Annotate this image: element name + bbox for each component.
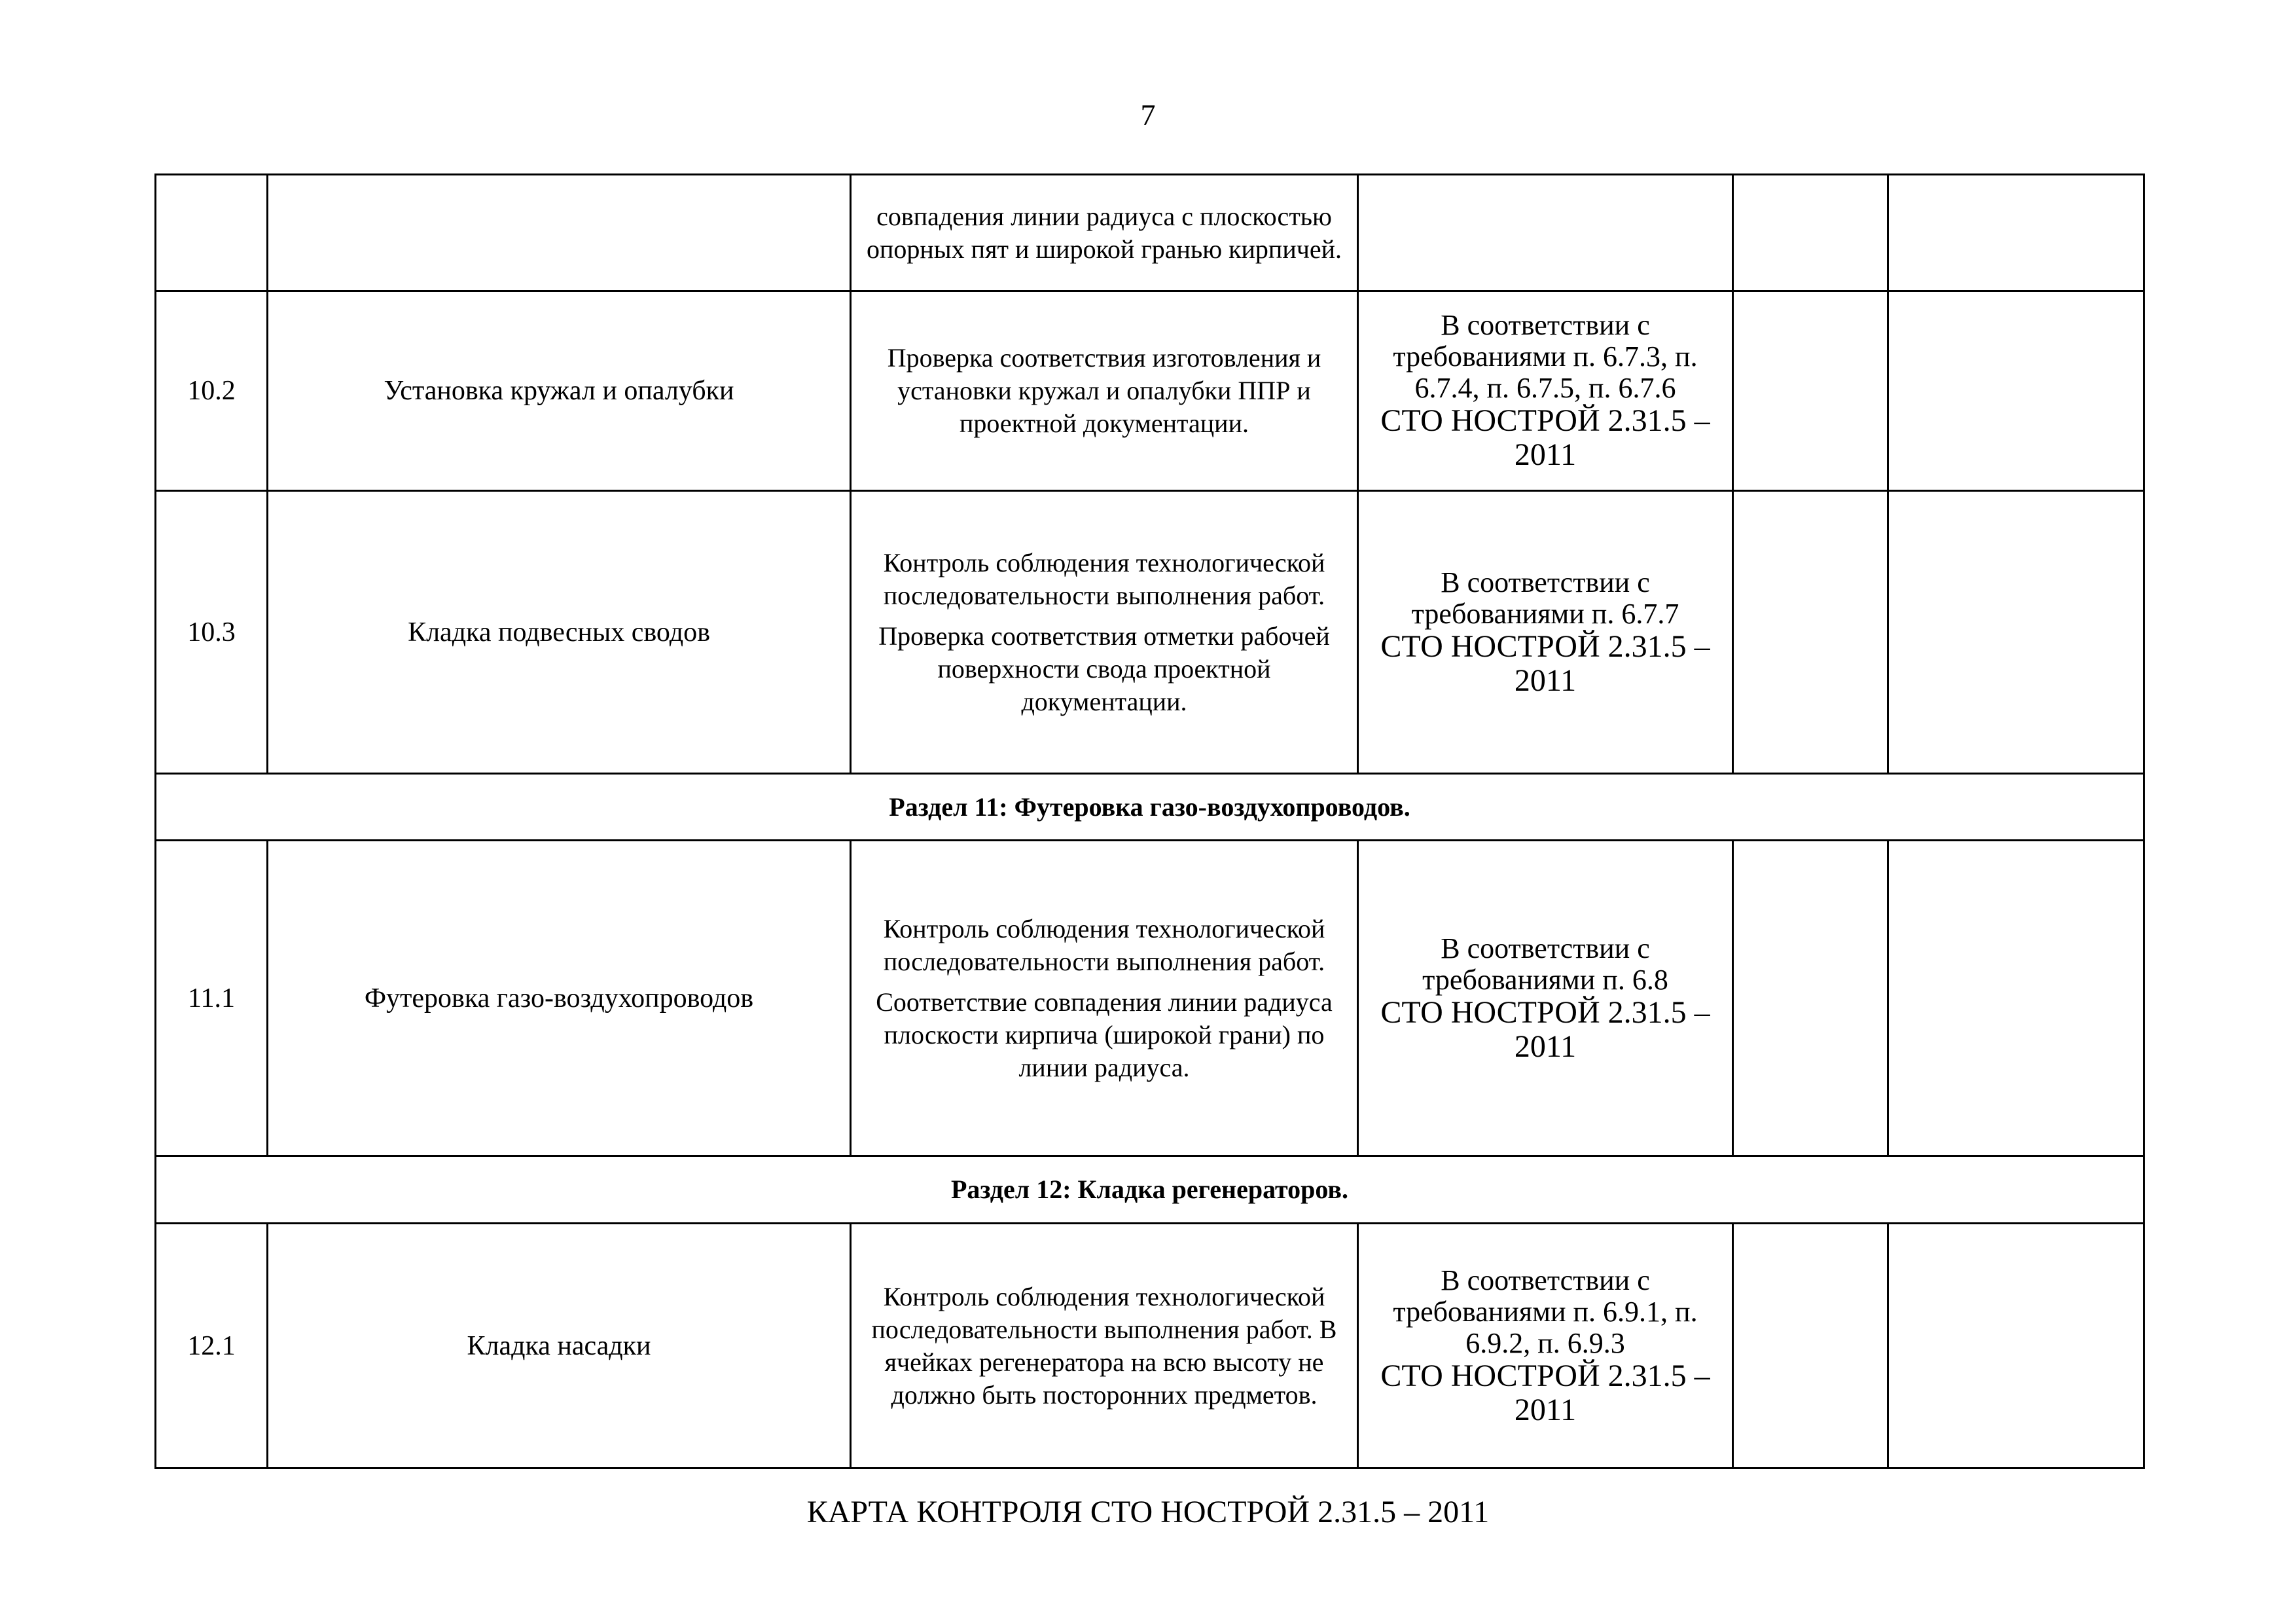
empty-cell [1888,175,2144,291]
empty-cell [1733,175,1888,291]
empty-cell [1888,1224,2144,1468]
control-cell [851,1224,1358,1468]
control-map-table [154,173,2145,1469]
standard-reference: СТО НОСТРОЙ 2.31.5 – 2011 [1380,629,1710,698]
empty-cell [1733,1224,1888,1468]
requirements-text: В соответствии с требованиями п. 6.9.1, п. 6.9.2, п. 6.9.3 [1393,1264,1698,1359]
work-stage [268,175,851,291]
empty-cell [1733,841,1888,1156]
document-footer: КАРТА КОНТРОЛЯ СТО НОСТРОЙ 2.31.5 – 2011 [806,1495,1490,1529]
control-text: Контроль соблюдения технологической последовательности выполнения работ. [883,547,1325,610]
requirements-cell [1358,491,1733,774]
empty-cell [1733,491,1888,774]
requirements-text: В соответствии с требованиями п. 6.7.7 [1411,566,1679,630]
standard-reference: СТО НОСТРОЙ 2.31.5 – 2011 [1380,994,1710,1064]
table-row [156,841,2144,1156]
row-number: 12.1 [156,1224,268,1468]
section-row [156,774,2144,841]
control-text: Проверка соответствия изготовления и установки кружал и опалубки ППР и проектной документации. [887,343,1321,438]
control-text: Контроль соблюдения технологической последовательности выполнения работ. В ячейках регенератора на всю высоту не должно быть посторонних предметов. [871,1281,1337,1410]
row-number: 10.2 [156,291,268,491]
work-stage: Кладка насадки [268,1224,851,1468]
requirements-text: В соответствии с требованиями п. 6.8 [1422,932,1668,996]
table-row [156,291,2144,491]
work-stage: Кладка подвесных сводов [268,491,851,774]
empty-cell [1888,491,2144,774]
requirements-cell [1358,175,1733,291]
control-cell [851,491,1358,774]
control-text: Контроль соблюдения технологической последовательности выполнения работ. [883,913,1325,976]
table-row [156,491,2144,774]
control-text: совпадения линии радиуса с плоскостью опорных пят и широкой гранью кирпичей. [866,201,1342,264]
control-cell [851,291,1358,491]
table-row [156,1224,2144,1468]
requirements-cell [1358,1224,1733,1468]
empty-cell [1888,841,2144,1156]
control-cell [851,841,1358,1156]
control-text: Соответствие совпадения линии радиуса плоскости кирпича (широкой грани) по линии радиуса. [876,987,1333,1082]
section-heading: Раздел 11: Футеровка газо-воздухопроводов. [156,774,2144,841]
empty-cell [1888,291,2144,491]
standard-reference: СТО НОСТРОЙ 2.31.5 – 2011 [1380,403,1710,472]
requirements-cell [1358,291,1733,491]
empty-cell [1733,291,1888,491]
row-number [156,175,268,291]
row-number: 10.3 [156,491,268,774]
table-row [156,175,2144,291]
page-number: 7 [1140,98,1156,132]
control-cell [851,175,1358,291]
standard-reference: СТО НОСТРОЙ 2.31.5 – 2011 [1380,1358,1710,1427]
section-row [156,1156,2144,1224]
work-stage: Установка кружал и опалубки [268,291,851,491]
section-heading: Раздел 12: Кладка регенераторов. [156,1156,2144,1224]
control-text: Проверка соответствия отметки рабочей поверхности свода проектной документации. [878,621,1330,716]
row-number: 11.1 [156,841,268,1156]
work-stage: Футеровка газо-воздухопроводов [268,841,851,1156]
requirements-text: В соответствии с требованиями п. 6.7.3, п. 6.7.4, п. 6.7.5, п. 6.7.6 [1393,309,1698,404]
requirements-cell [1358,841,1733,1156]
